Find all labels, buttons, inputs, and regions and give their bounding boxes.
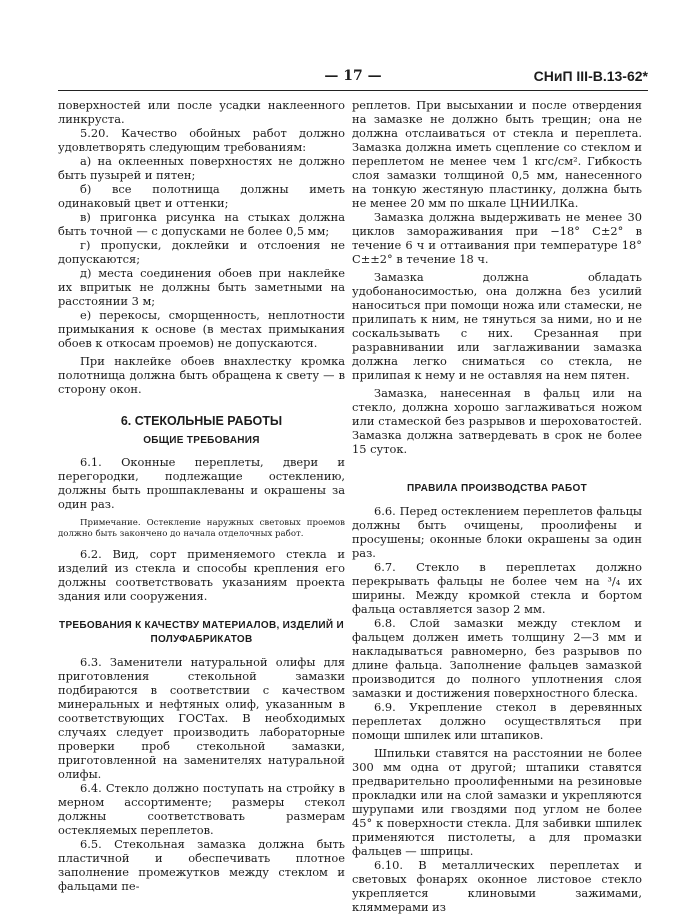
list-item-g: г) пропуски, доклейки и отслоения не допускаются;: [58, 238, 345, 266]
paragraph-6-10: 6.10. В металлических переплетах и световых фонарях оконное листовое стекло укрепляется клиновыми зажимами, кляммерами из: [352, 858, 642, 914]
note: Примечание. Остекление наружных световых проемов должно быть закончено до начала отделочных работ.: [58, 518, 345, 539]
paragraph-6-1: 6.1. Оконные переплеты, двери и перегородки, подлежащие остеклению, должны быть прошпаклеваны и окрашены за один раз.: [58, 455, 345, 511]
subsection-title: ОБЩИЕ ТРЕБОВАНИЯ: [143, 435, 260, 446]
document-code: СНиП III-В.13-62*: [533, 68, 648, 84]
subsection-title: ПРАВИЛА ПРОИЗВОДСТВА РАБОТ: [406, 483, 588, 494]
list-item-b: б) все полотнища должны иметь одинаковый цвет и оттенки;: [58, 182, 345, 210]
paragraph-6-4: 6.4. Стекло должно поступать на стройку в мерном ассортименте; размеры стекол должны соответствовать размерам остекляемых переплетов.: [58, 781, 345, 837]
paragraph-6-5: 6.5. Стекольная замазка должна быть пластичной и обеспечивать плотное заполнение промежутков между стеклом и фальцами пе-: [58, 837, 345, 893]
paragraph: Замазка должна обладать удобонаносимостью, она должна без усилий наноситься при помощи ножа или стамески, не прилипать к ним, не тянуться за ними, но и не соскальзывать с них. Срезанная при разравнивании или заглаживании замазка должна легко сниматься со стекла, не прилипая к нему и не оставляя на нем пятен.: [352, 270, 642, 382]
paragraph-6-3: 6.3. Заменители натуральной олифы для приготовления стекольной замазки подбираются в соответствии с качеством минеральных и нефтяных олиф, указанным в соответствующих ГОСТах. В необходимых случаях следует производить лабораторные проверки проб стекольной замазки, приготовленной на заменителях натуральной олифы.: [58, 655, 345, 781]
paragraph-6-2: 6.2. Вид, сорт применяемого стекла и изделий из стекла и способы крепления его должны соответствовать указаниям проекта здания или сооружения.: [58, 547, 345, 603]
paragraph: Замазка, нанесенная в фальц или на стекло, должна хорошо заглаживаться ножом или стамеской без разрывов и шероховатостей. Замазка должна затвердевать в срок не более 15 суток.: [352, 386, 642, 456]
list-item-d: д) места соединения обоев при наклейке их впритык не должны быть заметными на расстоянии 3 м;: [58, 266, 345, 308]
list-item-v: в) пригонка рисунка на стыках должна быть точной — с допусками не более 0,5 мм;: [58, 210, 345, 238]
paragraph: При наклейке обоев внахлестку кромка полотнища должна быть обращена к свету — в сторону окон.: [58, 354, 345, 396]
paragraph: поверхностей или после усадки наклеенного линкруста.: [58, 98, 345, 126]
paragraph: Шпильки ставятся на расстоянии не более 300 мм одна от другой; штапики ставятся предварительно проолифенными на резиновые прокладки или на слой замазки и укрепляются шурупами или гвоздями под углом не более 45° к поверхности стекла. Для забивки шпилек применяются пистолеты, а для промазки фальцев — шприцы.: [352, 746, 642, 858]
paragraph-6-6: 6.6. Перед остеклением переплетов фальцы должны быть очищены, проолифены и просушены; оконные блоки окрашены за один раз.: [352, 504, 642, 560]
paragraph-6-8: 6.8. Слой замазки между стеклом и фальцем должен иметь толщину 2—3 мм и накладываться равномерно, без разрывов по длине фальца. Заполнение фальцев замазкой производится до полного уплотнения слоя замазки и достижения поверхностного блеска.: [352, 616, 642, 700]
paragraph-6-9: 6.9. Укрепление стекол в деревянных переплетах должно осуществляться при помощи шпилек или штапиков.: [352, 700, 642, 742]
subsection-title: ТРЕБОВАНИЯ К КАЧЕСТВУ МАТЕРИАЛОВ, ИЗДЕЛИЙ И ПОЛУФАБРИКАТОВ: [59, 620, 344, 645]
section-title: 6. СТЕКОЛЬНЫЕ РАБОТЫ: [120, 414, 283, 428]
header-rule: [58, 90, 648, 91]
list-item-e: е) перекосы, сморщенность, неплотности примыкания к основе (в местах примыкания обоев к откосам проемов) не допускаются.: [58, 308, 345, 350]
paragraph-5-20: 5.20. Качество обойных работ должно удовлетворять следующим требованиям:: [58, 126, 345, 154]
paragraph: реплетов. При высыхании и после отвердения на замазке не должно быть трещин; она не должна отслаиваться от стекла и переплета. Замазка должна иметь сцепление со стеклом и переплетом не менее чем 1 кгс/см². Гибкость слоя замазки толщиной 0,5 мм, нанесенного на тонкую жестяную пластинку, должна быть не менее 20 мм по шкале ЦНИИЛКа.: [352, 98, 642, 210]
list-item-a: а) на оклеенных поверхностях не должно быть пузырей и пятен;: [58, 154, 345, 182]
paragraph-6-7: 6.7. Стекло в переплетах должно перекрывать фальцы не более чем на ³/₄ их ширины. Между кромкой стекла и бортом фальца оставляется зазор 2 мм.: [352, 560, 642, 616]
page-header: [58, 68, 648, 88]
left-column: [58, 98, 345, 893]
page-number: — 17 —: [324, 68, 382, 84]
right-column: [352, 98, 642, 914]
paragraph: Замазка должна выдерживать не менее 30 циклов замораживания при −18° С±2° в течение 6 ч и оттаивания при температуре 18° С±±2° в течение 18 ч.: [352, 210, 642, 266]
